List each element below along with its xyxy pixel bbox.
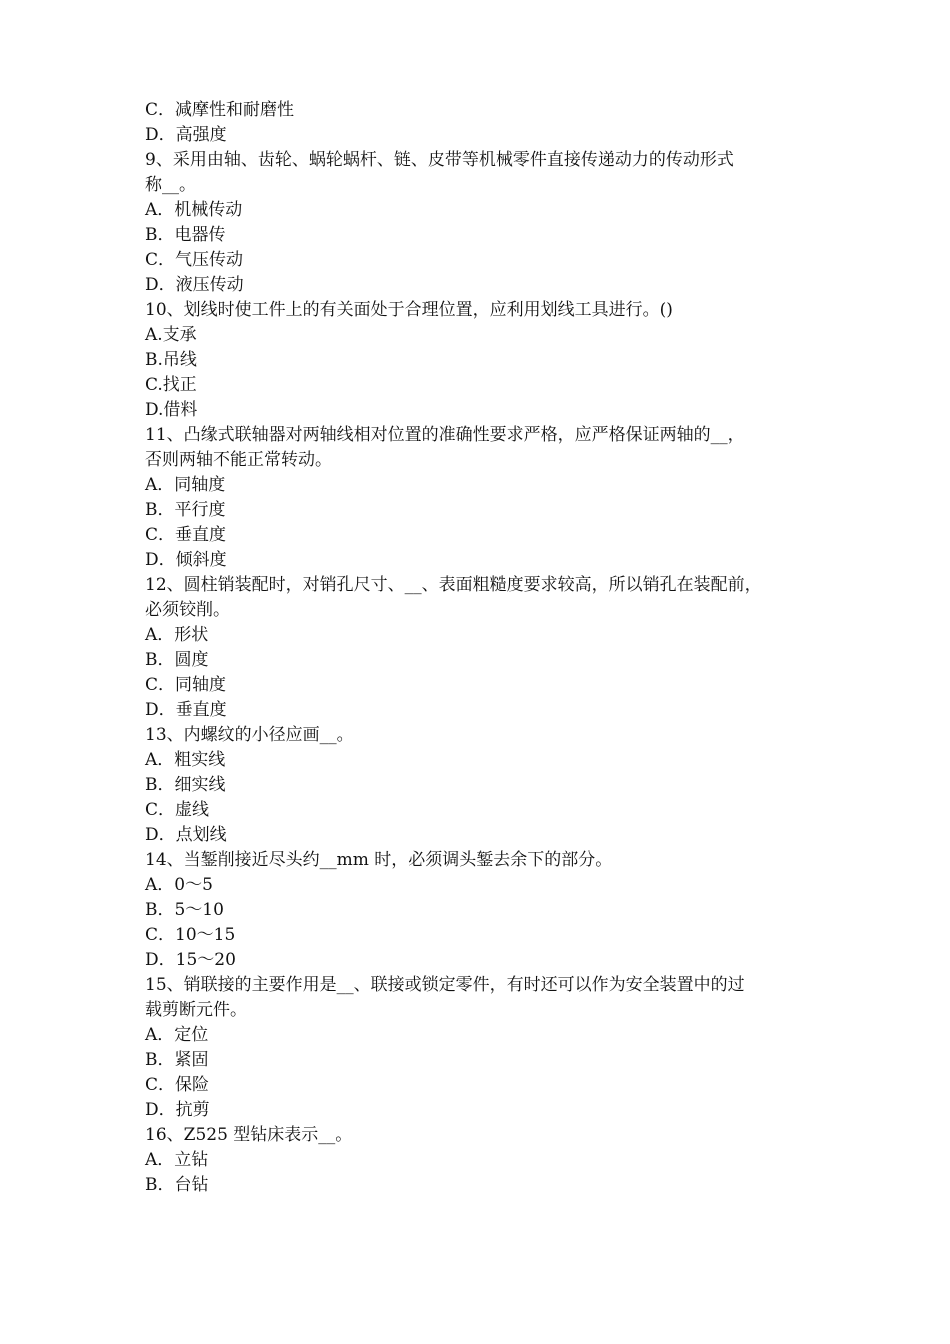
text-line: 15、销联接的主要作用是__、联接或锁定零件，有时还可以作为安全装置中的过 bbox=[145, 975, 745, 995]
text-line: 14、当錾削接近尽头约__mm 时，必须调头錾去余下的部分。 bbox=[145, 850, 613, 870]
text-line: C．垂直度 bbox=[145, 525, 227, 545]
text-line: A．定位 bbox=[145, 1025, 209, 1045]
text-line: D．15～20 bbox=[145, 950, 236, 970]
text-line: D．倾斜度 bbox=[145, 550, 227, 570]
text-line: B．台钻 bbox=[145, 1175, 209, 1195]
text-line: D．高强度 bbox=[145, 125, 227, 145]
text-line: A．同轴度 bbox=[145, 475, 226, 495]
text-line: B．细实线 bbox=[145, 775, 226, 795]
text-line: C.找正 bbox=[145, 375, 197, 395]
text-line: A．机械传动 bbox=[145, 200, 243, 220]
text-line: 载剪断元件。 bbox=[145, 1000, 247, 1020]
text-line: C．减摩性和耐磨性 bbox=[145, 100, 295, 120]
text-line: 11、凸缘式联轴器对两轴线相对位置的准确性要求严格，应严格保证两轴的__， bbox=[145, 425, 745, 445]
text-line: B.吊线 bbox=[145, 350, 197, 370]
text-line: A．0～5 bbox=[145, 875, 213, 895]
text-line: C．气压传动 bbox=[145, 250, 244, 270]
text-line: 否则两轴不能正常转动。 bbox=[145, 450, 332, 470]
text-line: D．点划线 bbox=[145, 825, 227, 845]
text-line: C．虚线 bbox=[145, 800, 210, 820]
text-line: B．5～10 bbox=[145, 900, 224, 920]
text-line: 9、采用由轴、齿轮、蜗轮蜗杆、链、皮带等机械零件直接传递动力的传动形式 bbox=[145, 150, 734, 170]
text-line: C．同轴度 bbox=[145, 675, 227, 695]
text-line: A．粗实线 bbox=[145, 750, 226, 770]
text-line: 必须铰削。 bbox=[145, 600, 230, 620]
text-line: 13、内螺纹的小径应画__。 bbox=[145, 725, 354, 745]
text-line: D．垂直度 bbox=[145, 700, 227, 720]
text-line: B．平行度 bbox=[145, 500, 226, 520]
text-line: 16、Z525 型钻床表示__。 bbox=[145, 1125, 353, 1145]
document-page bbox=[145, 98, 815, 1198]
text-line: A．形状 bbox=[145, 625, 209, 645]
text-line: B．圆度 bbox=[145, 650, 209, 670]
text-line: D.借料 bbox=[145, 400, 198, 420]
text-line: A．立钻 bbox=[145, 1150, 209, 1170]
text-line: 称__。 bbox=[145, 175, 196, 195]
text-line: B．紧固 bbox=[145, 1050, 209, 1070]
text-line: C．10～15 bbox=[145, 925, 236, 945]
text-line: C．保险 bbox=[145, 1075, 210, 1095]
text-line: 12、圆柱销装配时，对销孔尺寸、__、表面粗糙度要求较高，所以销孔在装配前， bbox=[145, 575, 762, 595]
text-line: D．抗剪 bbox=[145, 1100, 210, 1120]
text-line: A.支承 bbox=[145, 325, 197, 345]
text-line: 10、划线时使工件上的有关面处于合理位置，应利用划线工具进行。() bbox=[145, 300, 673, 320]
text-line: D．液压传动 bbox=[145, 275, 244, 295]
text-line: B．电器传 bbox=[145, 225, 226, 245]
